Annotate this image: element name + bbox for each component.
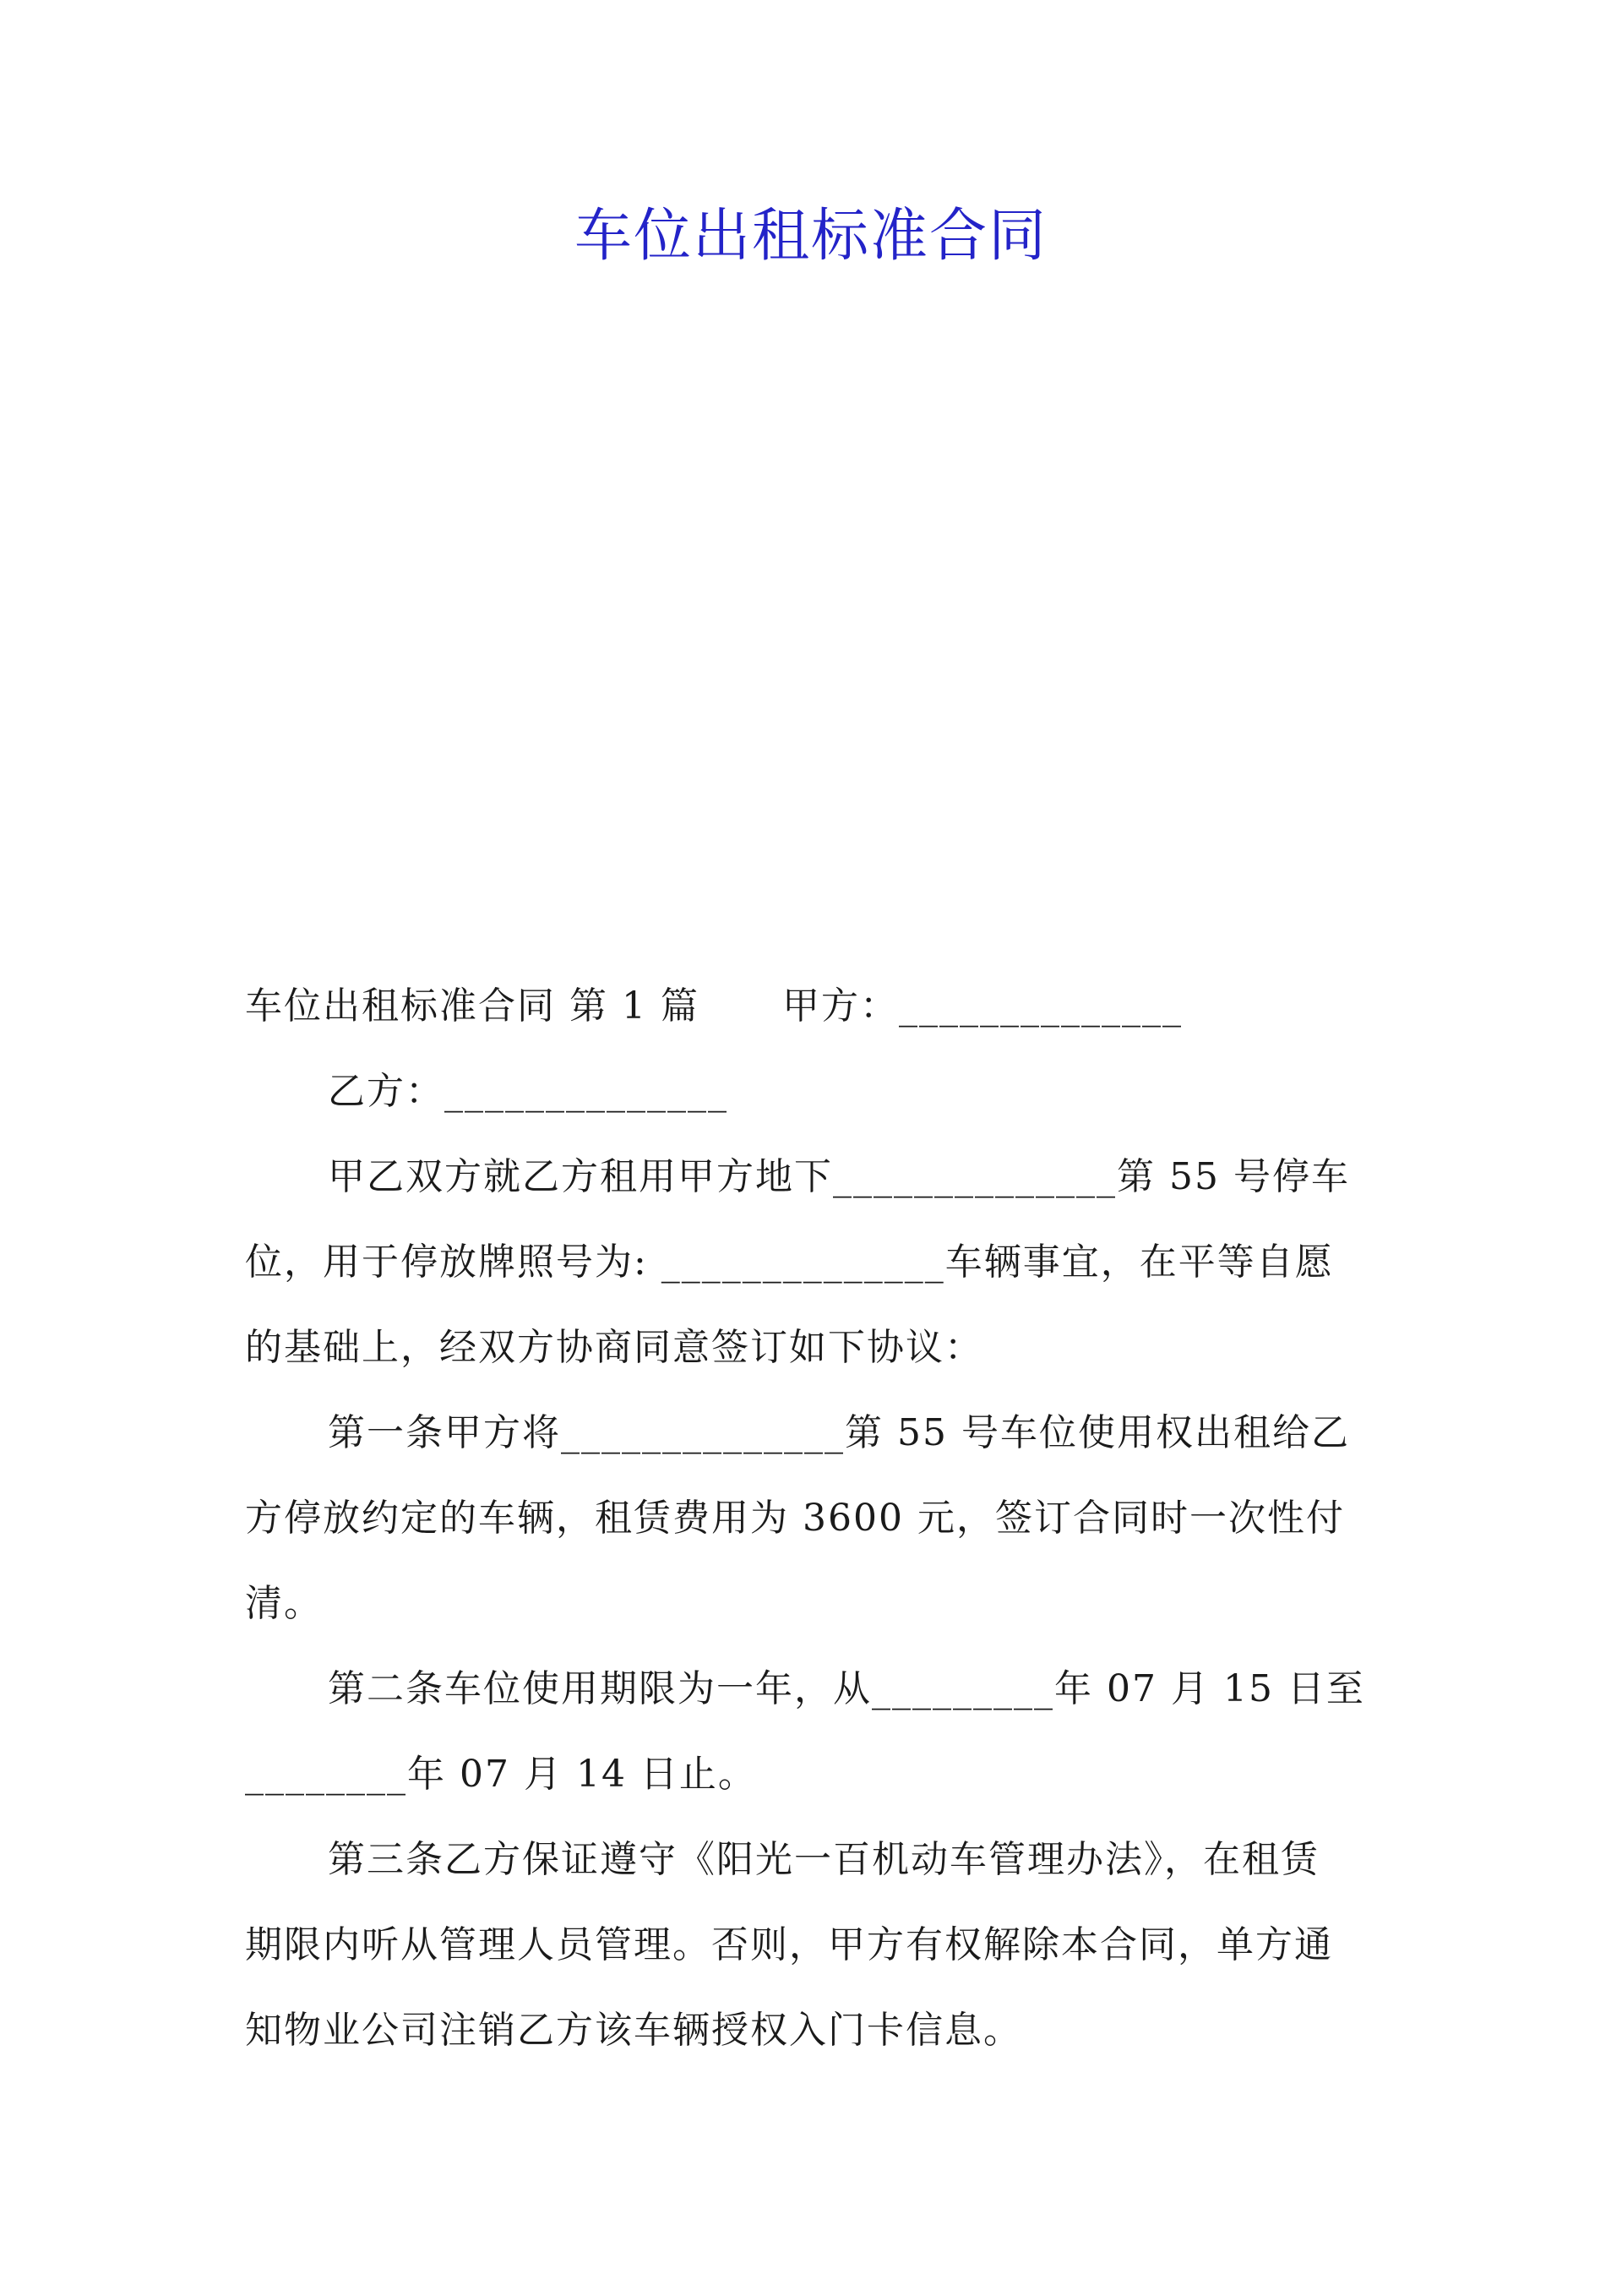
part-number: 第 1 篇 (569, 984, 699, 1028)
paragraph-line: 第一条甲方将______________第 55 号车位使用权出租给乙 (328, 1411, 1350, 1454)
paragraph-line: 的基础上，经双方协商同意签订如下协议： (245, 1326, 983, 1369)
header-line (245, 963, 1377, 1049)
paragraph-line: ________年 07 月 14 日止。 (245, 1753, 757, 1796)
paragraph-line: 方停放约定的车辆，租赁费用为 3600 元，签订合同时一次性付 (245, 1497, 1345, 1540)
doc-name: 车位出租标准合同 (245, 984, 556, 1028)
document-title: 车位出租标准合同 (574, 203, 1048, 270)
party-a-field: 甲方：______________ (781, 984, 1183, 1028)
paragraph-line: 清。 (245, 1582, 323, 1625)
party-b-field: 乙方：______________ (328, 1070, 728, 1113)
paragraph-line: 位，用于停放牌照号为: ______________车辆事宜，在平等自愿 (245, 1241, 1334, 1284)
contract-body (245, 963, 1377, 2073)
paragraph-line: 期限内听从管理人员管理。否则，甲方有权解除本合同，单方通 (245, 1923, 1333, 1966)
paragraph-line: 甲乙双方就乙方租用甲方地下______________第 55 号停车 (328, 1155, 1350, 1198)
paragraph-line: 第二条车位使用期限为一年，从_________年 07 月 15 日至 (328, 1667, 1365, 1710)
paragraph-line: 知物业公司注销乙方该车辆授权入门卡信息。 (245, 2009, 1022, 2052)
paragraph-line: 第三条乙方保证遵守《阳光一百机动车管理办法》，在租赁 (328, 1838, 1320, 1881)
